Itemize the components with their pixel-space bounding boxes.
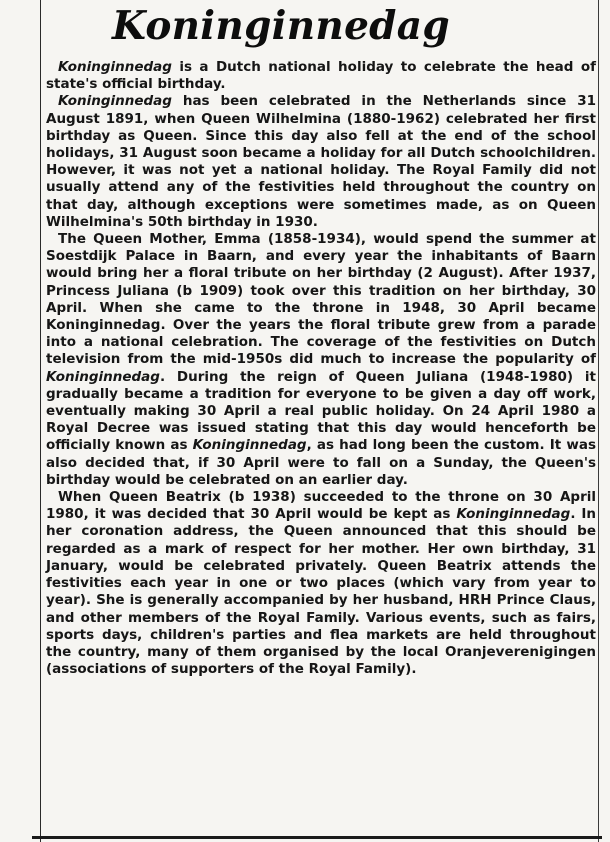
paragraph-text: The Queen Mother, Emma (1858-1934), would spend the summer at Soestdijk Palace in Baarn, and every year the inhabitants of Baarn would bring her a floral tribute on her birthday (2 August). After 1937, Princess Juliana (b 1909) took over this tradition on her birthday, 30 April. When she came to the throne in 1948, 30 April became Koninginnedag. Over the years the floral tribute grew from a parade into a national celebration. The coverage of the festivities on Dutch television from the mid-1950s did much to increase the popularity of bbox=[46, 231, 596, 368]
bottom-rule bbox=[32, 836, 602, 839]
right-column-rule bbox=[598, 0, 599, 842]
paragraph-text: , as had long been the custom. It was also decided that, if 30 April were to fall on a Sunday, the Queen's birthday would be celebrated on an earlier day. bbox=[46, 437, 596, 488]
paragraph-queen-beatrix bbox=[46, 489, 596, 678]
paragraph-queen-mother bbox=[46, 231, 596, 489]
left-column-rule bbox=[40, 0, 41, 842]
term-italic: Koninginnedag bbox=[58, 93, 172, 110]
article-headline: Koninginnedag bbox=[112, 3, 450, 49]
paragraph-text: When Queen Beatrix (b 1938) succeeded to the throne on 30 April 1980, it was decided that 30 April would be kept as bbox=[46, 489, 596, 523]
term-italic: Koninginnedag bbox=[46, 368, 160, 385]
paragraph-text: is a Dutch national holiday to celebrate the head of state's official birthday. bbox=[46, 59, 596, 93]
paragraph-intro bbox=[46, 59, 596, 93]
paragraph-text: has been celebrated in the Netherlands since 31 August 1891, when Queen Wilhelmina (1880-1962) celebrated her first birthday as Queen. Since this day also fell at the end of the school holidays, 31 August soon became a holiday for all Dutch schoolchildren. However, it was not yet a national holiday. The Royal Family did not usually attend any of the festivities held throughout the country on that day, although exceptions were sometimes made, as on Queen Wilhelmina's 50th birthday in 1930. bbox=[46, 93, 596, 230]
term-italic: Koninginnedag bbox=[58, 59, 172, 75]
paragraph-text: . In her coronation address, the Queen announced that this should be regarded as a mark of respect for her mother. Her own birthday, 31 January, would be celebrated privately. Queen Beatrix attends the festivities each year in one or two places (which vary from year to year). She is generally accompanied by her husband, HRH Prince Claus, and other members of the Royal Family. Various events, such as fairs, sports days, children's parties and flea markets are held throughout the country, many of them organised by the local Oranjeverenigingen (associations of supporters of the Royal Family). bbox=[46, 506, 596, 678]
article-body bbox=[46, 59, 596, 678]
paragraph-text: . During the reign of Queen Juliana (1948-1980) it gradually became a tradition for everyone to be given a day off work, eventually making 30 April a real public holiday. On 24 April 1980 a Royal Decree was issued stating that this day would henceforth be officially known as bbox=[46, 368, 596, 454]
term-italic: Koninginnedag bbox=[192, 437, 307, 454]
term-italic: Koninginnedag bbox=[456, 506, 571, 523]
paragraph-history bbox=[46, 93, 596, 231]
